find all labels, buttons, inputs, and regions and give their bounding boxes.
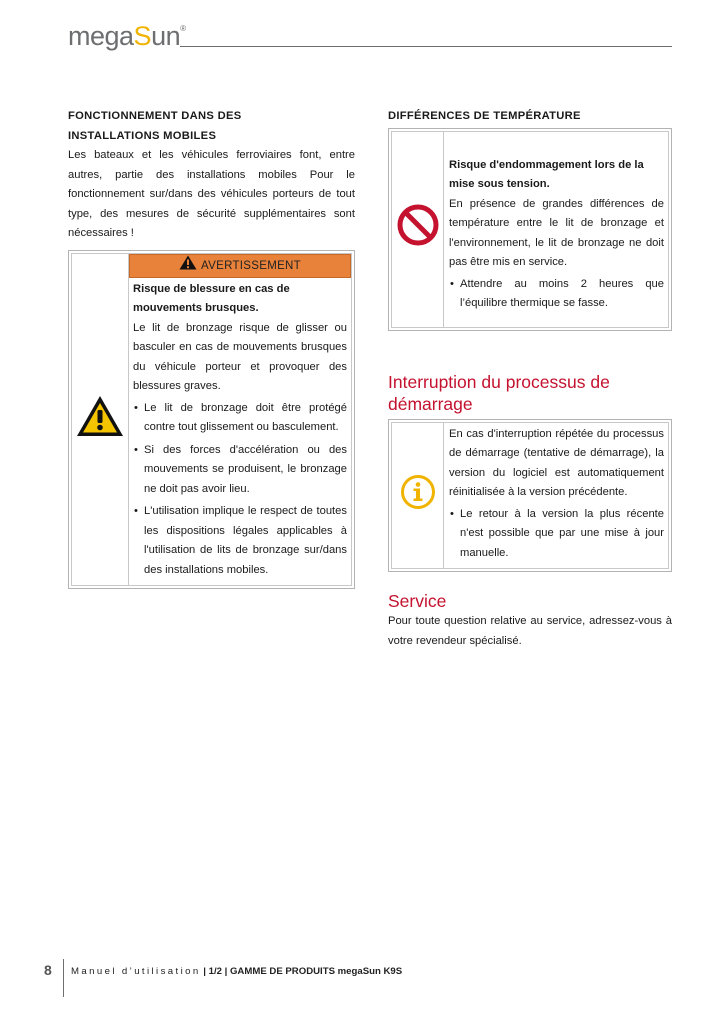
info-text — [444, 422, 669, 570]
header-divider — [180, 46, 672, 47]
temperature-heading: DIFFÉRENCES DE TEMPÉRATURE — [388, 110, 581, 122]
info-body: En cas d'interruption répétée du processus de démarrage (tentative de démarrage), la version du logiciel est automatiquement réinitialisée à la version précédente. — [449, 427, 664, 498]
list-item: • Le retour à la version la plus récente n'est possible que par une mise à jour manuelle. — [449, 505, 664, 564]
warning-icon-cell — [71, 253, 129, 587]
temperature-box — [388, 128, 672, 331]
list-item: • Le lit de bronzage doit être protégé contre tout glissement ou basculement. — [133, 399, 347, 438]
list-item: • L'utilisation implique le respect de toutes les dispositions légales applicables à l'utilisation de lits de bronzage sur/dans des installations mobiles. — [133, 502, 347, 580]
temperature-title: Risque d'endommagement lors de la mise sous tension. — [449, 158, 644, 190]
brand-logo-highlight: S — [133, 21, 152, 51]
prohibition-icon-cell — [391, 131, 444, 328]
warning-banner — [129, 254, 351, 278]
registered-mark: ® — [180, 24, 186, 33]
warning-content — [129, 253, 352, 587]
info-bullets — [449, 505, 664, 564]
brand-logo-part1: mega — [68, 21, 134, 51]
prohibition-icon — [396, 203, 440, 255]
warning-box — [68, 250, 355, 590]
info-icon — [400, 474, 436, 518]
footer-caption — [71, 966, 402, 977]
brand-logo-part2: un — [151, 21, 181, 51]
service-text: Pour toute question relative au service, adressez-vous à votre revendeur spécialisé. — [388, 615, 672, 647]
warning-triangle-icon — [75, 394, 125, 446]
warning-bullets — [133, 399, 347, 581]
warning-title: Risque de blessure en cas de mouvements brusques. — [133, 282, 290, 314]
list-item: • Attendre au moins 2 heures que l’équilibre thermique se fasse. — [449, 275, 664, 314]
warning-body: Le lit de bronzage risque de glisser ou basculer en cas de mouvements brusques du véhicule porteur et provoquer des blessures graves. — [133, 321, 347, 392]
service-heading: Service — [388, 591, 447, 611]
mobile-installations-heading-line2: INSTALLATIONS MOBILES — [68, 129, 217, 142]
page-number: 8 — [44, 962, 52, 978]
temperature-body: En présence de grandes différences de température entre le lit de bronzage et l'environnement, le lit de bronzage ne doit pas être mis en service. — [449, 197, 664, 268]
temperature-bullets — [449, 275, 664, 314]
footer-divider — [63, 959, 64, 997]
footer-manual-label: Manuel d’utilisation — [71, 966, 201, 977]
temperature-text — [444, 131, 669, 328]
warning-banner-label: AVERTISSEMENT — [201, 259, 301, 272]
footer-details: | 1/2 | GAMME DE PRODUITS megaSun K9S — [203, 966, 403, 977]
info-icon-cell — [391, 422, 444, 570]
brand-logo — [68, 21, 186, 52]
info-box — [388, 419, 672, 573]
warning-text — [129, 280, 351, 586]
interrupt-heading: Interruption du processus de démarrage — [388, 371, 610, 414]
mobile-installations-intro: Les bateaux et les véhicules ferroviaires font, entre autres, partie des installations mobiles Pour le fonctionnement sur/dans des véhicules porteurs de tout type, des mesures de sécurité supplémentaires sont nécessaires ! — [68, 149, 355, 239]
left-column — [68, 107, 355, 589]
warning-small-icon — [179, 255, 197, 277]
list-item: • Si des forces d'accélération ou des mouvements se produisent, le bronzage ne doit pas avoir lieu. — [133, 441, 347, 500]
mobile-installations-heading-line1: FONCTIONNEMENT DANS DES — [68, 110, 242, 122]
right-column — [388, 107, 672, 651]
